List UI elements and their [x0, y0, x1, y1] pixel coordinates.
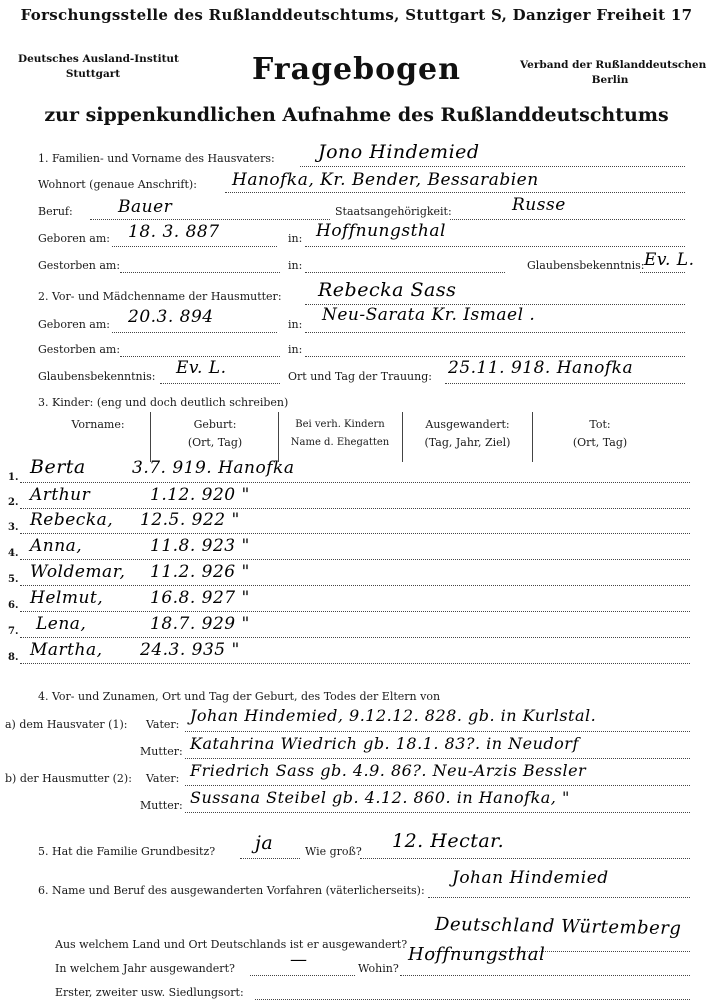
s1-glauben-value: Ev. L.: [644, 250, 695, 270]
s3-col-header-tot: [540, 416, 660, 452]
child-row-7-name: Lena,: [36, 614, 87, 634]
s1-gestorben-line: [120, 272, 280, 273]
s2-glauben-label: Glaubensbekenntnis:: [38, 370, 156, 383]
s3-col-divider-2: [278, 412, 279, 462]
s2-in-value: Neu-Sarata Kr. Ismael .: [322, 305, 536, 325]
s1-in2-label: in:: [288, 259, 303, 272]
child-row-3-line: [20, 533, 690, 534]
s1-gestorben-label: Gestorben am:: [38, 259, 121, 272]
s4b-label: b) der Hausmutter (2):: [5, 772, 132, 785]
s5-line: [240, 858, 300, 859]
s6-label: 6. Name und Beruf des ausgewanderten Vorfahren (väterlicherseits):: [38, 884, 425, 897]
s4b-vater-line: [185, 785, 690, 786]
s6-land-label: Aus welchem Land und Ort Deutschlands ist er ausgewandert?: [55, 938, 408, 951]
s6-siedlung-line: [255, 999, 690, 1000]
child-row-6-num: 6.: [8, 600, 19, 611]
child-row-1-name: Berta: [30, 456, 86, 478]
right-institute-line1: Verband der Rußlanddeutschen: [520, 59, 707, 71]
child-row-2-birth: 1.12. 920 ": [150, 485, 250, 505]
child-row-1-num: 1.: [8, 472, 19, 483]
s6-jahr-line: [250, 975, 355, 976]
s3-col-header-ehegatten-1: Bei verh. Kindern: [295, 419, 385, 430]
child-row-6-line: [20, 611, 690, 612]
s5-label: 5. Hat die Familie Grundbesitz?: [38, 845, 216, 858]
child-row-5-name: Woldemar,: [30, 562, 126, 582]
s4a-vater-label: Vater:: [146, 718, 180, 731]
child-row-6-name: Helmut,: [30, 588, 104, 608]
s3-label: 3. Kinder: (eng und doch deutlich schreiben): [38, 396, 289, 409]
s1-beruf-value: Bauer: [118, 197, 173, 217]
header-address: Forschungsstelle des Rußlanddeutschtums, Stuttgart S, Danziger Freiheit 17: [20, 6, 693, 24]
left-institute-line2: Stuttgart: [65, 68, 121, 80]
child-row-2-name: Arthur: [30, 485, 91, 505]
child-row-6-birth: 16.8. 927 ": [150, 588, 250, 608]
s3-col-header-ehegatten-2: Name d. Ehegatten: [290, 437, 390, 448]
child-row-7-num: 7.: [8, 626, 19, 637]
s4b-mutter-label: Mutter:: [140, 799, 183, 812]
s4a-vater-value: Johan Hindemied, 9.12.12. 828. gb. in Kurlstal.: [190, 706, 597, 725]
child-row-2-line: [20, 508, 690, 509]
s6-wohin-value: Hoffnungsthal: [408, 944, 546, 965]
s1-staat-line: [450, 219, 685, 220]
s3-col-header-ehegatten: [280, 416, 400, 452]
s1-wohnort-label: Wohnort (genaue Anschrift):: [38, 178, 197, 191]
child-row-1-line: [20, 482, 690, 483]
s5-value: ja: [255, 832, 274, 854]
s3-col-header-geburt: [155, 416, 275, 452]
s1-geboren-line: [112, 246, 277, 247]
child-row-7-birth: 18.7. 929 ": [150, 614, 250, 634]
s2-trauung-label: Ort und Tag der Trauung:: [288, 370, 432, 383]
s6-wohin-line: [400, 975, 690, 976]
s3-col-header-geburt-1: Geburt:: [193, 418, 237, 431]
child-row-1-birth: 3.7. 919. Hanofka: [132, 458, 295, 478]
child-row-4-birth: 11.8. 923 ": [150, 536, 250, 556]
s2-name-label: 2. Vor- und Mädchenname der Hausmutter:: [38, 290, 282, 303]
child-row-8-line: [20, 663, 690, 664]
s1-in2-line: [305, 272, 505, 273]
child-row-5-birth: 11.2. 926 ": [150, 562, 250, 582]
form-subtitle: zur sippenkundlichen Aufnahme des Rußlanddeutschtums: [44, 104, 669, 126]
child-row-3-name: Rebecka,: [30, 510, 114, 530]
s2-in2-label: in:: [288, 343, 303, 356]
s2-glauben-value: Ev. L.: [176, 358, 227, 378]
child-row-3-birth: 12.5. 922 ": [140, 510, 240, 530]
child-row-5-num: 5.: [8, 574, 19, 585]
s4b-vater-label: Vater:: [146, 772, 180, 785]
s2-name-value: Rebecka Sass: [318, 279, 457, 301]
child-row-4-line: [20, 559, 690, 560]
s6-land-value: Deutschland Würtemberg: [434, 913, 682, 940]
s4b-mutter-value: Sussana Steibel gb. 4.12. 860. in Hanofka, ": [190, 788, 570, 807]
s5-wie-label: Wie groß?: [305, 845, 362, 858]
s4a-mutter-line: [185, 758, 690, 759]
s6-value: Johan Hindemied: [452, 868, 609, 888]
s5-wie-value: 12. Hectar.: [392, 830, 505, 852]
s3-col-header-vorname: [58, 416, 138, 434]
s2-geboren-label: Geboren am:: [38, 318, 111, 331]
s2-in-label: in:: [288, 318, 303, 331]
s4b-mutter-line: [185, 812, 690, 813]
child-row-4-name: Anna,: [30, 536, 83, 556]
s4-label: 4. Vor- und Zunamen, Ort und Tag der Geburt, des Todes der Eltern von: [38, 690, 441, 703]
s2-glauben-line: [160, 383, 280, 384]
s3-col-divider-1: [150, 412, 151, 462]
s1-staat-label: Staatsangehörigkeit:: [335, 205, 452, 218]
s1-beruf-label: Beruf:: [38, 205, 73, 218]
s6-siedlung-label: Erster, zweiter usw. Siedlungsort:: [55, 986, 244, 999]
s3-col-header-geburt-2: (Ort, Tag): [187, 436, 243, 449]
child-row-7-line: [20, 637, 690, 638]
s3-col-header-vorname-1: Vorname:: [71, 418, 125, 431]
s1-geboren-value: 18. 3. 887: [128, 222, 220, 242]
s1-geboren-label: Geboren am:: [38, 232, 111, 245]
s6-wohin-label: Wohin?: [358, 962, 399, 975]
s2-trauung-line: [445, 383, 685, 384]
s3-col-header-tot-2: (Ort, Tag): [572, 436, 628, 449]
left-institute-line1: Deutsches Ausland-Institut: [18, 53, 179, 65]
s6-jahr-label: In welchem Jahr ausgewandert?: [55, 962, 235, 975]
child-row-5-line: [20, 585, 690, 586]
child-row-8-num: 8.: [8, 652, 19, 663]
s3-col-divider-3: [402, 412, 403, 462]
s2-gestorben-label: Gestorben am:: [38, 343, 121, 356]
s1-in-label: in:: [288, 232, 303, 245]
s1-in-line: [305, 246, 685, 247]
s4a-label: a) dem Hausvater (1):: [5, 718, 128, 731]
s3-col-header-tot-1: Tot:: [589, 418, 611, 431]
s5-wie-line: [360, 858, 690, 859]
s1-wohnort-line: [225, 192, 685, 193]
s2-trauung-value: 25.11. 918. Hanofka: [448, 358, 634, 378]
s1-in-value: Hoffnungsthal: [316, 221, 446, 241]
s2-in-line: [305, 332, 685, 333]
s1-beruf-line: [90, 219, 330, 220]
right-institute-line2: Berlin: [591, 74, 629, 86]
child-row-2-num: 2.: [8, 497, 19, 508]
s2-in2-line: [305, 356, 685, 357]
s1-glauben-line: [640, 272, 685, 273]
s1-staat-value: Russe: [512, 195, 566, 215]
child-row-3-num: 3.: [8, 522, 19, 533]
child-row-4-num: 4.: [8, 548, 19, 559]
s4b-vater-value: Friedrich Sass gb. 4.9. 86?. Neu-Arzis Bessler: [190, 761, 587, 780]
s4a-mutter-value: Katahrina Wiedrich gb. 18.1. 83?. in Neudorf: [190, 734, 579, 753]
s2-geboren-value: 20.3. 894: [128, 307, 214, 327]
s1-name-label: 1. Familien- und Vorname des Hausvaters:: [38, 152, 275, 165]
s3-col-header-ausgewandert-1: Ausgewandert:: [425, 418, 510, 431]
s6-line: [428, 897, 690, 898]
s1-glauben-label: Glaubensbekenntnis:: [527, 259, 645, 272]
s2-gestorben-line: [120, 356, 280, 357]
s4a-vater-line: [185, 731, 690, 732]
form-title: Fragebogen: [252, 52, 461, 87]
s2-geboren-line: [112, 332, 277, 333]
s1-wohnort-value: Hanofka, Kr. Bender, Bessarabien: [232, 170, 539, 190]
s1-name-value: Jono Hindemied: [318, 141, 480, 163]
child-row-8-birth: 24.3. 935 ": [140, 640, 240, 660]
s3-col-header-ausgewandert: [405, 416, 530, 452]
child-row-8-name: Martha,: [30, 640, 103, 660]
s3-col-divider-4: [532, 412, 533, 462]
s3-col-header-ausgewandert-2: (Tag, Jahr, Ziel): [424, 436, 511, 449]
s1-name-line: [300, 166, 685, 167]
s4a-mutter-label: Mutter:: [140, 745, 183, 758]
s6-jahr-value: —: [290, 950, 308, 970]
